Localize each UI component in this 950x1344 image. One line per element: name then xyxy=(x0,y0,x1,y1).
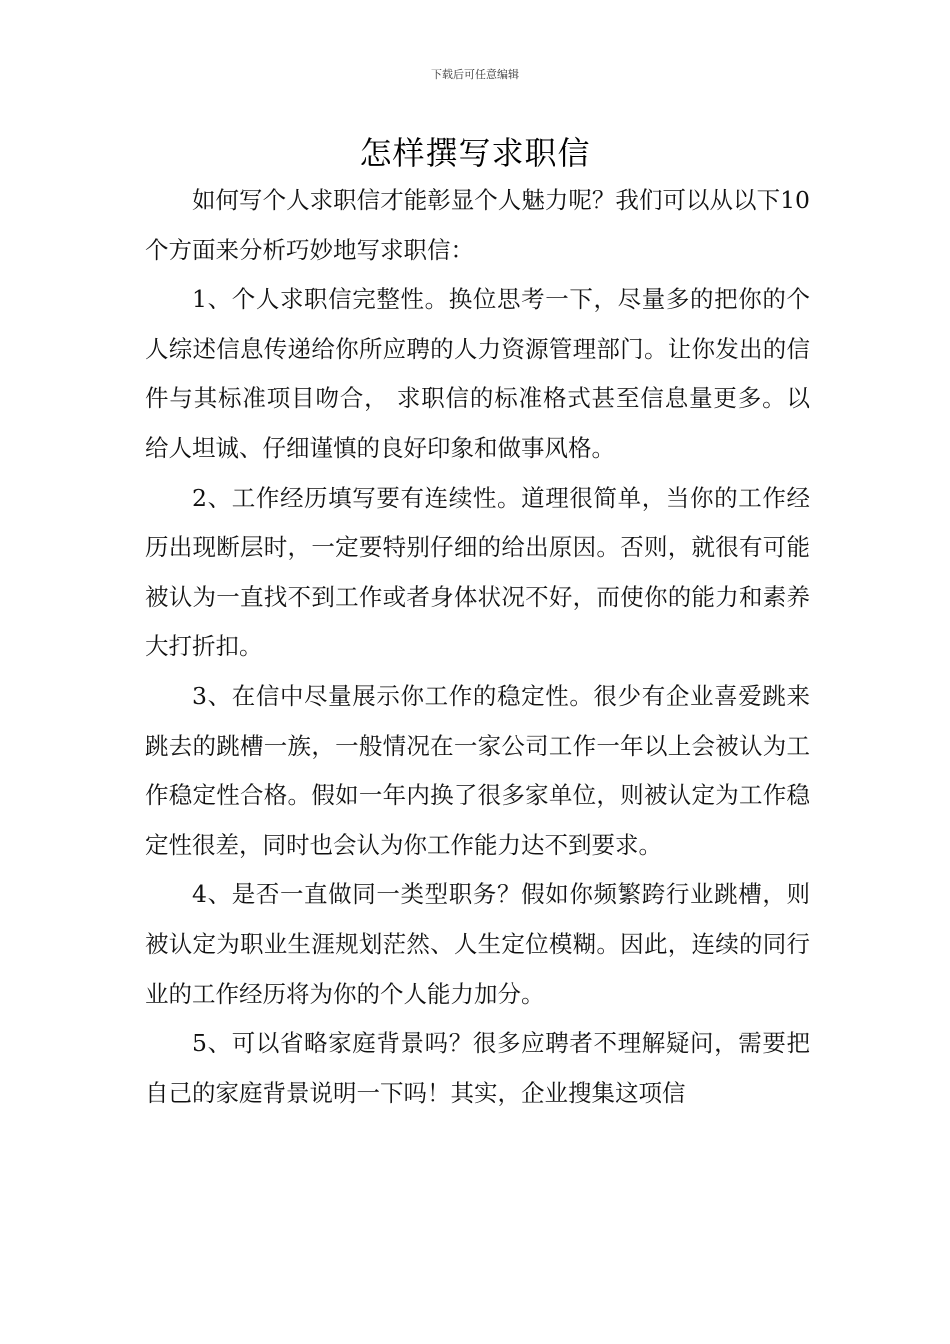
paragraph-intro: 如何写个人求职信才能彰显个人魅力呢？我们可以从以下10个方面来分析巧妙地写求职信： xyxy=(145,186,810,264)
paragraph-point-5: 5、可以省略家庭背景吗？很多应聘者不理解疑问，需要把自己的家庭背景说明一下吗！其实，企业搜集这项信 xyxy=(145,1029,810,1107)
document-title: 怎样撰写求职信 xyxy=(359,134,591,172)
paragraph-point-2: 2、工作经历填写要有连续性。道理很简单，当你的工作经历出现断层时，一定要特别仔细的给出原因。否则，就很有可能被认为一直找不到工作或者身体状况不好，而使你的能力和素养大打折扣。 xyxy=(145,483,810,661)
paragraph-point-3: 3、在信中尽量展示你工作的稳定性。很少有企业喜爱跳来跳去的跳槽一族，一般情况在一家公司工作一年以上会被认为工作稳定性合格。假如一年内换了很多家单位，则被认定为工作稳定性很差，同时也会认为你工作能力达不到要求。 xyxy=(145,681,810,859)
document-body xyxy=(145,176,810,1118)
paragraph-point-4: 4、是否一直做同一类型职务？假如你频繁跨行业跳槽，则被认定为职业生涯规划茫然、人生定位模糊。因此，连续的同行业的工作经历将为你的个人能力加分。 xyxy=(145,880,810,1008)
header-note: 下载后可任意编辑 xyxy=(431,68,519,81)
paragraph-point-1: 1、个人求职信完整性。换位思考一下，尽量多的把你的个人综述信息传递给你所应聘的人力资源管理部门。让你发出的信件与其标准项目吻合， 求职信的标准格式甚至信息量更多。以给人坦诚、仔细谨慎的良好印象和做事风格。 xyxy=(145,285,810,462)
